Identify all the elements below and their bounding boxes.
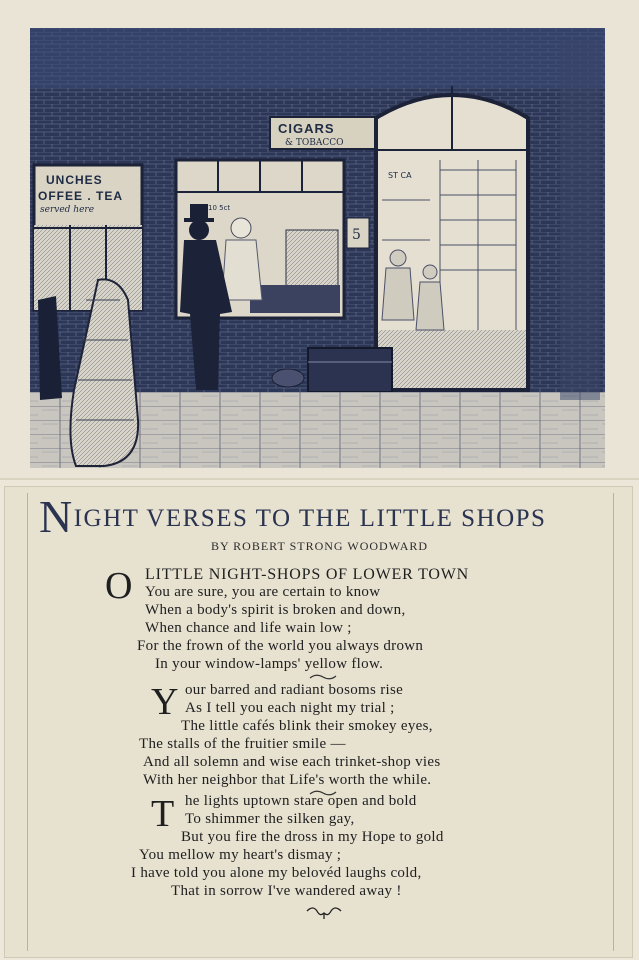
stanza-1-line-1: LITTLE NIGHT-SHOPS OF LOWER TOWN [145,566,469,583]
stanza-3-line-2: To shimmer the silken gay, [185,811,355,827]
price-card-text: 10 5ct [208,204,231,212]
stanza-3-initial: T [151,793,175,835]
stanza-3-line-1: he lights uptown stare open and bold [185,793,417,809]
right-rule [613,493,614,951]
byline: BY ROBERT STRONG WOODWARD [210,539,429,553]
closing-ornament [303,905,345,921]
sign-text-cigars: CIGARS [278,121,335,136]
stanza-1-line-2: You are sure, you are certain to know [145,584,381,600]
sign-text-tobacco: & TOBACCO [285,138,344,148]
shop-front-drawing [0,0,639,478]
stanza-3-line-5: I have told you alone my belovéd laughs cold, [131,865,422,881]
poem-title [39,491,609,542]
stanza-1-line-6: In your window-lamps' yellow flow. [155,656,384,672]
window-text-lunches: UNCHES [46,173,103,187]
stanza-1-line-5: For the frown of the world you always drown [137,638,424,654]
stanza-2-line-5: And all solemn and wise each trinket-shop vies [143,754,441,770]
window-text-coffee-tea: OFFEE . TEA [38,189,124,203]
stanza-2-line-1: our barred and radiant bosoms rise [185,682,404,698]
title-text: IGHT VERSES TO THE LITTLE SHOPS [73,505,547,532]
door-sign-text: ST CA [388,171,412,180]
stanza-1-initial: O [105,565,133,607]
poem-panel [4,486,633,958]
stanza-1-line-4: When chance and life wain low ; [145,620,352,636]
stanza-3-line-4: You mellow my heart's dismay ; [139,847,342,863]
divider-ornament-1 [308,673,338,681]
window-text-served-here: served here [40,205,95,215]
stanza-2-line-2: As I tell you each night my trial ; [185,700,395,716]
title-initial: N [39,491,74,542]
stanza-1-line-3: When a body's spirit is broken and down, [145,602,406,618]
stanza-3-line-6: That in sorrow I've wandered away ! [171,883,402,899]
box-label-text: 5 [352,227,361,243]
stanza-2-line-4: The stalls of the fruitier smile — [139,736,346,752]
stanza-2-initial: Y [151,681,179,723]
stanza-2-line-3: The little cafés blink their smokey eyes, [181,718,433,734]
stanza-3-line-3: But you fire the dross in my Hope to gold [181,829,444,845]
stanza-2-line-6: With her neighbor that Life's worth the while. [143,772,432,788]
left-rule [27,493,28,951]
